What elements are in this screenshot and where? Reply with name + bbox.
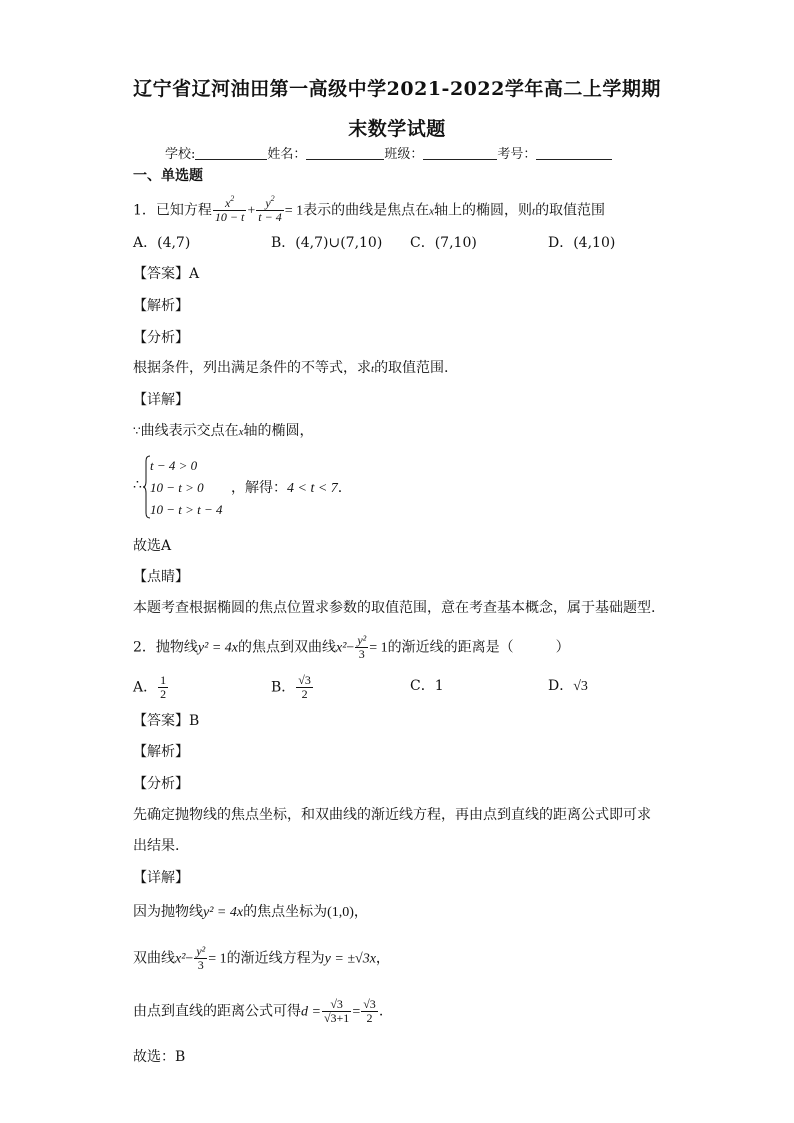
- q1-choose: 故选A: [133, 538, 172, 554]
- system-row-2: 10 − t > 0: [150, 480, 204, 495]
- school-label: 学校:: [165, 147, 196, 162]
- q2-fenxi-line2: 出结果.: [133, 838, 180, 854]
- document-title-line1: 辽宁省辽河油田第一高级中学2021-2022学年高二上学期期: [133, 78, 661, 100]
- q1-dianjing-label: 【点睛】: [133, 569, 189, 585]
- q2-detail-line2: 双曲线x²− $\frac{\text{y²}}{3}$ = 1的渐近线方程为y = ±√3x，: [133, 944, 390, 972]
- document-title-line2: 末数学试题: [348, 118, 446, 140]
- q1-dianjing-text: 本题考查根据椭圆的焦点位置求参数的取值范围，意在考查基本概念，属于基础题型.: [133, 600, 656, 616]
- q2-stem: 2．抛物线y² = 4x的焦点到双曲线x²− $\frac{\text{y²}}{3}$ = 1的渐近线的距离是（ ）: [133, 633, 570, 661]
- q1-inequality-system: [133, 455, 393, 519]
- q1-answer: 【答案】A: [133, 266, 200, 282]
- q2-option-c: C．1: [410, 678, 444, 694]
- q1-fenxi-text: 根据条件，列出满足条件的不等式，求t的取值范围.: [133, 360, 449, 376]
- q2-choose: 故选：B: [133, 1049, 186, 1065]
- q2-detail-line1: 因为抛物线y² = 4x的焦点坐标为(1,0)，: [133, 904, 368, 920]
- exam-no-blank[interactable]: [536, 145, 612, 160]
- q1-analysis-label: 【解析】: [133, 298, 189, 314]
- system-row-1: t − 4 > 0: [150, 458, 198, 473]
- q2-fenxi-label: 【分析】: [133, 776, 189, 792]
- q2-option-d: D．√3: [548, 678, 588, 694]
- q1-frac-2: $\frac{y^2}{t - 4}$: [258, 194, 282, 224]
- system-row-3: 10 − t > t − 4: [150, 502, 223, 517]
- header-fields: [165, 145, 612, 165]
- q2-option-b: B． $\frac{√3}{2}$: [271, 673, 311, 701]
- because-icon: ∵: [133, 424, 141, 438]
- q1-option-c: C．(7,10): [410, 235, 477, 251]
- class-blank[interactable]: [423, 145, 497, 160]
- q2-analysis-label: 【解析】: [133, 744, 189, 760]
- q1-detail-label: 【详解】: [133, 392, 189, 408]
- q1-option-d: D．(4,10): [548, 235, 616, 251]
- q1-option-a: A．(4,7): [133, 235, 191, 251]
- school-blank[interactable]: [195, 145, 267, 160]
- q2-answer: 【答案】B: [133, 713, 200, 729]
- q2-fenxi-line1: 先确定抛物线的焦点坐标，和双曲线的渐近线方程，再由点到直线的距离公式即可求: [133, 807, 651, 823]
- section-heading: 一、单选题: [133, 168, 203, 184]
- therefore-symbol: ∴: [133, 477, 142, 493]
- q2-detail-line3: 由点到直线的距离公式可得d = $\frac{√3}{√3+1}$ = $\frac{√3}{2}$ .: [133, 997, 384, 1025]
- q1-solve: ，解得：4 < t < 7.: [231, 480, 343, 496]
- q2-detail-label: 【详解】: [133, 870, 189, 886]
- q1-frac-1: $\frac{x^2}{10 - t}$: [214, 194, 245, 224]
- q2-hyp-frac: $\frac{\text{y²}}{3}$: [357, 633, 367, 661]
- exam-no-label: 考号：: [497, 147, 537, 162]
- q1-detail-text: ∵曲线表示交点在x轴的椭圆，: [133, 423, 314, 439]
- name-blank[interactable]: [306, 145, 384, 160]
- name-label: 姓名：: [267, 147, 307, 162]
- q1-stem: 1．已知方程 $\frac{x^2}{10 - t}$ + $\frac{y^2}{t - 4}$ = 1表示的曲线是焦点在x轴上的椭圆，则t的取值范围: [133, 194, 606, 224]
- class-label: 班级：: [384, 147, 424, 162]
- q2-option-a: A． $\frac{1}{2}$: [133, 673, 167, 701]
- q1-option-b: B．(4,7)∪(7,10): [271, 235, 383, 251]
- q1-fenxi-label: 【分析】: [133, 330, 189, 346]
